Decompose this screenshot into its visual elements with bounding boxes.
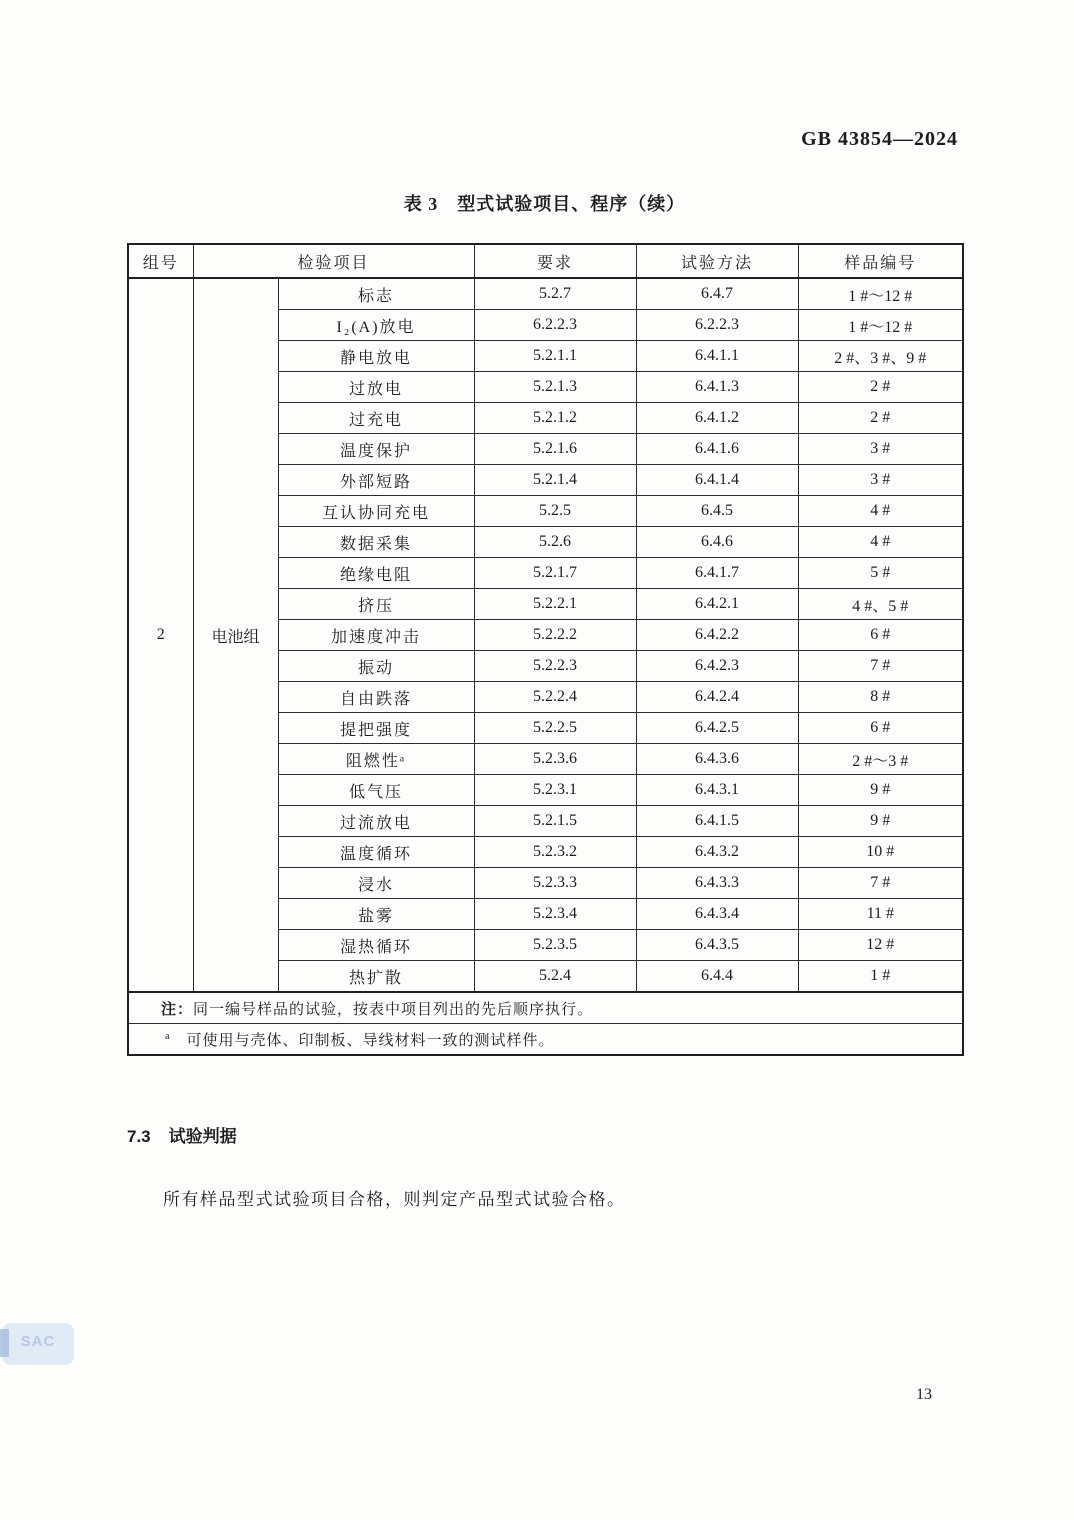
sample-number-cell: 8 # xyxy=(798,682,963,713)
requirement-cell: 5.2.2.1 xyxy=(474,589,636,620)
sample-number-cell: 6 # xyxy=(798,713,963,744)
sample-number-cell: 2 # xyxy=(798,372,963,403)
item-cell: 自由跌落 xyxy=(278,682,474,713)
section-number: 7.3 xyxy=(127,1127,151,1146)
sample-number-cell: 1 #～12 # xyxy=(798,310,963,341)
item-cell: 盐雾 xyxy=(278,899,474,930)
method-cell: 6.4.1.2 xyxy=(636,403,798,434)
item-cell: 加速度冲击 xyxy=(278,620,474,651)
standard-code: GB 43854—2024 xyxy=(801,128,958,150)
sample-number-cell: 2 #、3 #、9 # xyxy=(798,341,963,372)
method-cell: 6.4.1.3 xyxy=(636,372,798,403)
method-cell: 6.4.6 xyxy=(636,527,798,558)
method-cell: 6.4.3.6 xyxy=(636,744,798,775)
item-cell: 外部短路 xyxy=(278,465,474,496)
sample-number-cell: 9 # xyxy=(798,775,963,806)
item-cell: I₂(A)放电 xyxy=(278,310,474,341)
requirement-cell: 5.2.7 xyxy=(474,278,636,310)
table-footnote-row xyxy=(128,1024,963,1056)
requirement-cell: 5.2.5 xyxy=(474,496,636,527)
method-cell: 6.4.1.7 xyxy=(636,558,798,589)
requirement-cell: 5.2.2.2 xyxy=(474,620,636,651)
sample-number-cell: 2 # xyxy=(798,403,963,434)
requirement-cell: 5.2.1.4 xyxy=(474,465,636,496)
footnote-text: 可使用与壳体、印制板、导线材料一致的测试样件。 xyxy=(186,1032,555,1049)
sample-number-cell: 6 # xyxy=(798,620,963,651)
method-cell: 6.4.2.1 xyxy=(636,589,798,620)
page-number: 13 xyxy=(916,1386,932,1403)
requirement-cell: 5.2.3.2 xyxy=(474,837,636,868)
method-cell: 6.4.1.1 xyxy=(636,341,798,372)
sample-number-cell: 4 # xyxy=(798,496,963,527)
method-cell: 6.2.2.3 xyxy=(636,310,798,341)
col-header-method: 试验方法 xyxy=(636,244,798,278)
requirement-cell: 5.2.3.4 xyxy=(474,899,636,930)
item-cell: 数据采集 xyxy=(278,527,474,558)
table-title: 表 3 型式试验项目、程序（续） xyxy=(403,194,686,214)
col-header-sample-no: 样品编号 xyxy=(798,244,963,278)
requirement-cell: 5.2.1.7 xyxy=(474,558,636,589)
method-cell: 6.4.3.5 xyxy=(636,930,798,961)
method-cell: 6.4.2.2 xyxy=(636,620,798,651)
table-row xyxy=(128,278,963,310)
method-cell: 6.4.1.5 xyxy=(636,806,798,837)
item-cell: 温度循环 xyxy=(278,837,474,868)
requirement-cell: 5.2.1.5 xyxy=(474,806,636,837)
table-note-row xyxy=(128,992,963,1024)
requirement-cell: 5.2.3.3 xyxy=(474,868,636,899)
item-cell: 过流放电 xyxy=(278,806,474,837)
item-cell: 提把强度 xyxy=(278,713,474,744)
requirement-cell: 5.2.2.5 xyxy=(474,713,636,744)
item-cell: 阻燃性ᵃ xyxy=(278,744,474,775)
item-cell: 标志 xyxy=(278,278,474,310)
note-cell xyxy=(128,992,963,1024)
requirement-cell: 5.2.2.3 xyxy=(474,651,636,682)
table-body xyxy=(128,278,963,992)
sample-number-cell: 11 # xyxy=(798,899,963,930)
group-number-cell: 2 xyxy=(128,278,193,992)
sample-number-cell: 12 # xyxy=(798,930,963,961)
item-cell: 湿热循环 xyxy=(278,930,474,961)
sample-number-cell: 1 # xyxy=(798,961,963,993)
requirement-cell: 5.2.4 xyxy=(474,961,636,993)
sample-number-cell: 10 # xyxy=(798,837,963,868)
method-cell: 6.4.5 xyxy=(636,496,798,527)
table-header-row xyxy=(128,244,963,278)
sample-number-cell: 2 #～3 # xyxy=(798,744,963,775)
sample-number-cell: 7 # xyxy=(798,651,963,682)
section-heading xyxy=(127,1122,237,1147)
section-paragraph: 所有样品型式试验项目合格，则判定产品型式试验合格。 xyxy=(163,1190,626,1209)
method-cell: 6.4.3.4 xyxy=(636,899,798,930)
item-cell: 温度保护 xyxy=(278,434,474,465)
col-header-requirement: 要求 xyxy=(474,244,636,278)
method-cell: 6.4.3.2 xyxy=(636,837,798,868)
requirement-cell: 5.2.3.1 xyxy=(474,775,636,806)
item-cell: 低气压 xyxy=(278,775,474,806)
method-cell: 6.4.4 xyxy=(636,961,798,993)
sample-number-cell: 5 # xyxy=(798,558,963,589)
group-label-cell: 电池组 xyxy=(193,278,278,992)
watermark-text: SAC xyxy=(20,1333,56,1350)
method-cell: 6.4.7 xyxy=(636,278,798,310)
method-cell: 6.4.1.6 xyxy=(636,434,798,465)
footnote-cell xyxy=(128,1024,963,1056)
watermark-logo xyxy=(0,1318,90,1370)
sample-number-cell: 7 # xyxy=(798,868,963,899)
method-cell: 6.4.3.1 xyxy=(636,775,798,806)
item-cell: 互认协同充电 xyxy=(278,496,474,527)
method-cell: 6.4.1.4 xyxy=(636,465,798,496)
note-label: 注： xyxy=(161,1001,194,1018)
item-cell: 过充电 xyxy=(278,403,474,434)
col-header-group-no: 组号 xyxy=(128,244,193,278)
item-cell: 挤压 xyxy=(278,589,474,620)
requirement-cell: 5.2.1.2 xyxy=(474,403,636,434)
section-title: 试验判据 xyxy=(168,1127,237,1146)
item-cell: 振动 xyxy=(278,651,474,682)
sample-number-cell: 4 #、5 # xyxy=(798,589,963,620)
method-cell: 6.4.3.3 xyxy=(636,868,798,899)
requirement-cell: 5.2.1.3 xyxy=(474,372,636,403)
method-cell: 6.4.2.4 xyxy=(636,682,798,713)
requirement-cell: 5.2.2.4 xyxy=(474,682,636,713)
sample-number-cell: 1 #～12 # xyxy=(798,278,963,310)
col-header-item: 检验项目 xyxy=(193,244,474,278)
item-cell: 静电放电 xyxy=(278,341,474,372)
requirement-cell: 5.2.3.6 xyxy=(474,744,636,775)
method-cell: 6.4.2.3 xyxy=(636,651,798,682)
item-cell: 绝缘电阻 xyxy=(278,558,474,589)
sample-number-cell: 3 # xyxy=(798,465,963,496)
requirement-cell: 5.2.3.5 xyxy=(474,930,636,961)
sample-number-cell: 4 # xyxy=(798,527,963,558)
footnote-marker: a xyxy=(165,1030,171,1042)
requirement-cell: 5.2.1.6 xyxy=(474,434,636,465)
type-test-table xyxy=(127,243,964,1056)
note-text: 同一编号样品的试验，按表中项目列出的先后顺序执行。 xyxy=(193,1001,594,1018)
requirement-cell: 6.2.2.3 xyxy=(474,310,636,341)
requirement-cell: 5.2.1.1 xyxy=(474,341,636,372)
requirement-cell: 5.2.6 xyxy=(474,527,636,558)
method-cell: 6.4.2.5 xyxy=(636,713,798,744)
item-cell: 浸水 xyxy=(278,868,474,899)
sample-number-cell: 9 # xyxy=(798,806,963,837)
item-cell: 热扩散 xyxy=(278,961,474,993)
item-cell: 过放电 xyxy=(278,372,474,403)
sample-number-cell: 3 # xyxy=(798,434,963,465)
